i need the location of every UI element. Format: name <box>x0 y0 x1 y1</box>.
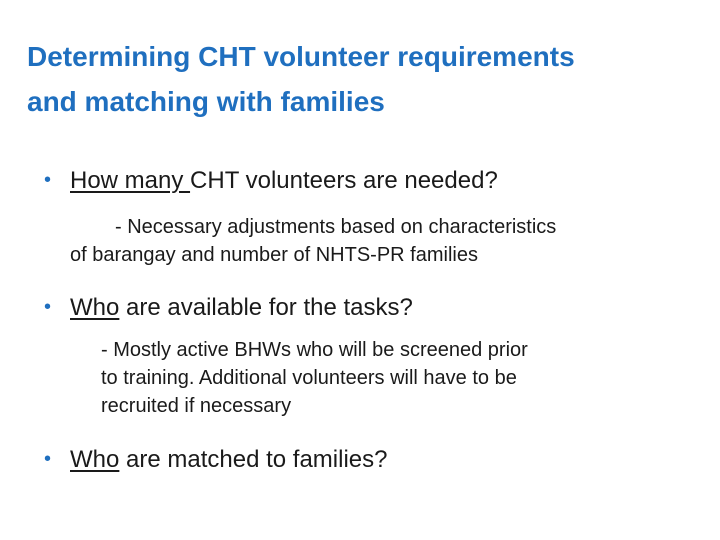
bullet-text: CHT volunteers are needed? <box>190 167 498 194</box>
sub-line: - Necessary adjustments based on characteristics <box>115 216 557 238</box>
sub-line: - Mostly active BHWs who will be screened prior <box>101 339 528 361</box>
bullet-who-matched <box>44 444 694 475</box>
bullet-marker: • <box>44 448 52 470</box>
title-line-1: Determining CHT volunteer requirements <box>27 41 575 72</box>
sub-point-bhws <box>101 336 701 420</box>
bullet-who-available <box>44 292 694 323</box>
bullet-marker: • <box>44 296 52 318</box>
bullet-underlined-text: Who <box>70 294 120 321</box>
bullet-marker: • <box>44 169 52 191</box>
bullet-text: are available for the tasks? <box>119 294 413 321</box>
title-line-2: and matching with families <box>27 86 385 117</box>
sub-point-adjustments <box>70 213 710 269</box>
bullet-text: are matched to families? <box>119 446 388 473</box>
sub-line: recruited if necessary <box>101 395 292 417</box>
bullet-how-many <box>44 165 694 196</box>
bullet-underlined-text: Who <box>70 446 120 473</box>
sub-line: to training. Additional volunteers will have to be <box>101 367 517 389</box>
sub-line: of barangay and number of NHTS-PR families <box>70 244 478 266</box>
bullet-underlined-text: How many <box>70 167 191 194</box>
slide-title <box>27 34 697 124</box>
